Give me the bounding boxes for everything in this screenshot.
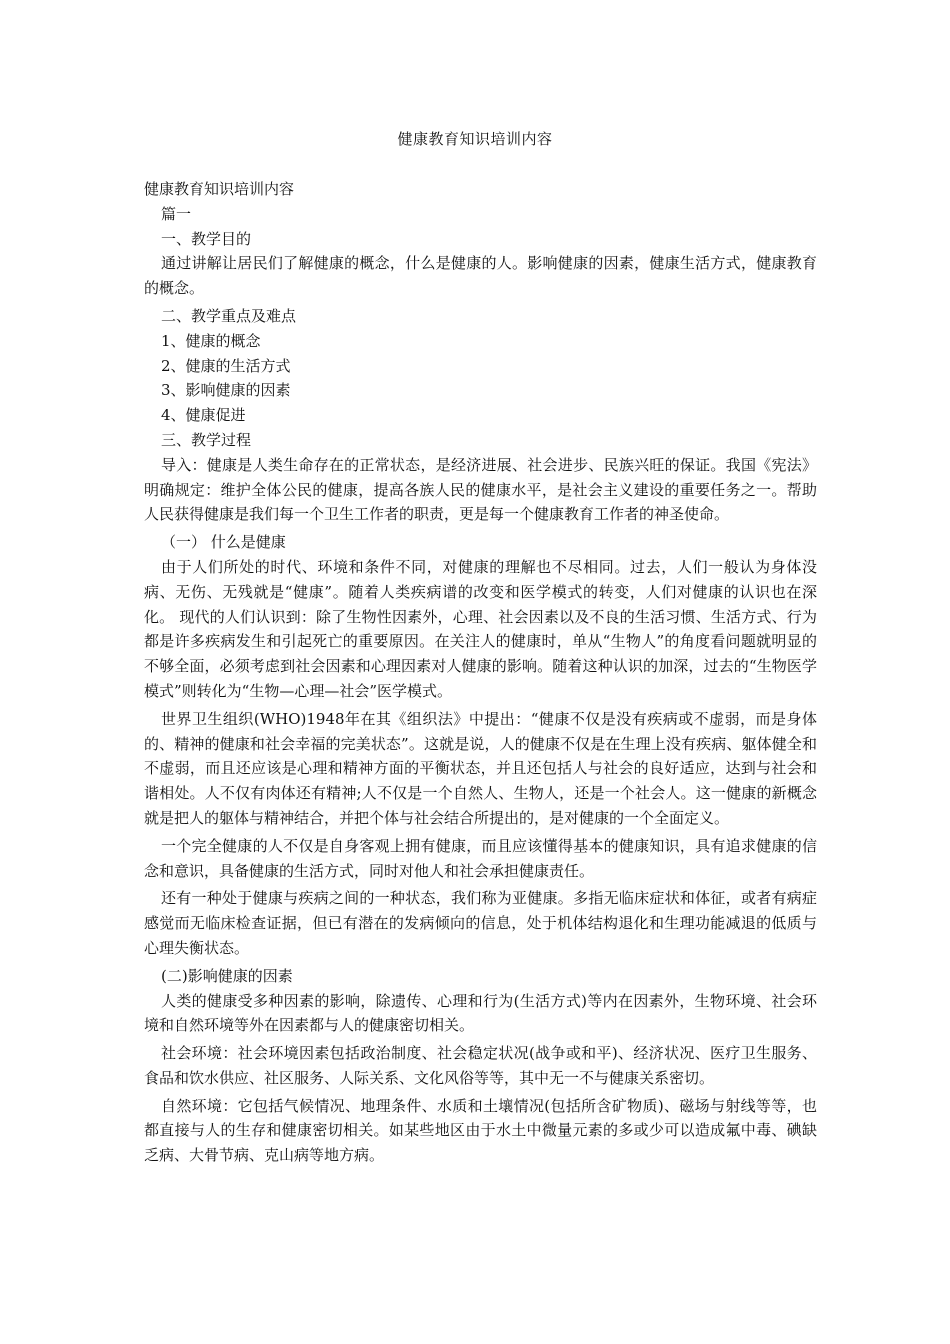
paragraph-natural-environment: 自然环境：它包括气候情况、地理条件、水质和土壤情况(包括所含矿物质)、磁场与射线等等，也都直接与人的生存和健康密切相关。如某些地区由于水土中微量元素的多或少可以造成氟中毒、碘缺乏病、大骨节病、克山病等地方病。 xyxy=(144,1096,817,1165)
paragraph-healthy-person: 一个完全健康的人不仅是自身客观上拥有健康，而且应该懂得基本的健康知识，具有追求健康的信念和意识，具备健康的生活方式，同时对他人和社会承担健康责任。 xyxy=(144,836,817,880)
list-item: 4、健康促进 xyxy=(161,406,246,425)
subsection-heading-what-is-health: （一） 什么是健康 xyxy=(161,533,286,552)
paragraph-sub-health: 还有一种处于健康与疾病之间的一种状态，我们称为亚健康。多指无临床症状和体征，或者有病症感觉而无临床检查证据，但已有潜在的发病倾向的信息，处于机体结构退化和生理功能减退的低质与心理失衡状态。 xyxy=(144,889,817,957)
document-body xyxy=(144,177,817,1168)
paragraph-objective: 通过讲解让居民们了解健康的概念，什么是健康的人。影响健康的因素，健康生活方式，健康教育的概念。 xyxy=(144,254,817,298)
paragraph-introduction: 导入：健康是人类生命存在的正常状态，是经济进展、社会进步、民族兴旺的保证。我国《宪法》明确规定：维护全体公民的健康，提高各族人民的健康水平，是社会主义建设的重要任务之一。帮助人民获得健康是我们每一个卫生工作者的职责，更是每一个健康教育工作者的神圣使命。 xyxy=(144,455,817,524)
section-heading-objective: 一、教学目的 xyxy=(161,229,252,248)
document-title: 健康教育知识培训内容 xyxy=(397,130,553,148)
body-heading: 健康教育知识培训内容 xyxy=(144,180,295,198)
paragraph-health-understanding: 由于人们所处的时代、环境和条件不同，对健康的理解也不尽相同。过去，人们一般认为身体没病、无伤、无残就是“健康”。随着人类疾病谱的改变和医学模式的转变，人们对健康的认识也在深化。 现代的人们认识到：除了生物性因素外，心理、社会因素以及不良的生活习惯、生活方式、行为都是许多疾病发生和引起死亡的重要原因。在关注人的健康时，单从“生物人”的角度看问题就明显的不够全面，必须考虑到社会因素和心理因素对人健康的影响。随着这种认识的加深，过去的“生物医学模式”则转化为“生物—心理—社会”医学模式。 xyxy=(144,557,817,700)
list-item: 2、健康的生活方式 xyxy=(161,356,291,375)
section-heading-key-points: 二、教学重点及难点 xyxy=(161,306,297,325)
list-item: 3、影响健康的因素 xyxy=(161,381,291,400)
paragraph-factors: 人类的健康受多种因素的影响，除遗传、心理和行为(生活方式)等内在因素外，生物环境、社会环境和自然环境等外在因素都与人的健康密切相关。 xyxy=(144,991,817,1035)
paragraph-who-definition: 世界卫生组织(WHO)1948年在其《组织法》中提出：“健康不仅是没有疾病或不虚弱，而是身体的、精神的健康和社会幸福的完美状态”。这就是说，人的健康不仅是在生理上没有疾病、躯体健全和不虚弱，而且还应该是心理和精神方面的平衡状态，并且还包括人与社会的良好适应，达到与社会和谐相处。人不仅有肉体还有精神;人不仅是一个自然人、生物人，还是一个社会人。这一健康的新概念就是把人的躯体与精神结合，并把个体与社会结合所提出的，是对健康的一个全面定义。 xyxy=(144,709,817,827)
article-label: 篇一 xyxy=(161,204,192,223)
paragraph-social-environment: 社会环境：社会环境因素包括政治制度、社会稳定状况(战争或和平)、经济状况、医疗卫生服务、食品和饮水供应、社区服务、人际关系、文化风俗等等，其中无一不与健康关系密切。 xyxy=(144,1044,817,1087)
subsection-heading-factors: (二)影响健康的因素 xyxy=(161,966,293,985)
list-item: 1、健康的概念 xyxy=(161,331,261,350)
section-heading-process: 三、教学过程 xyxy=(161,430,252,449)
